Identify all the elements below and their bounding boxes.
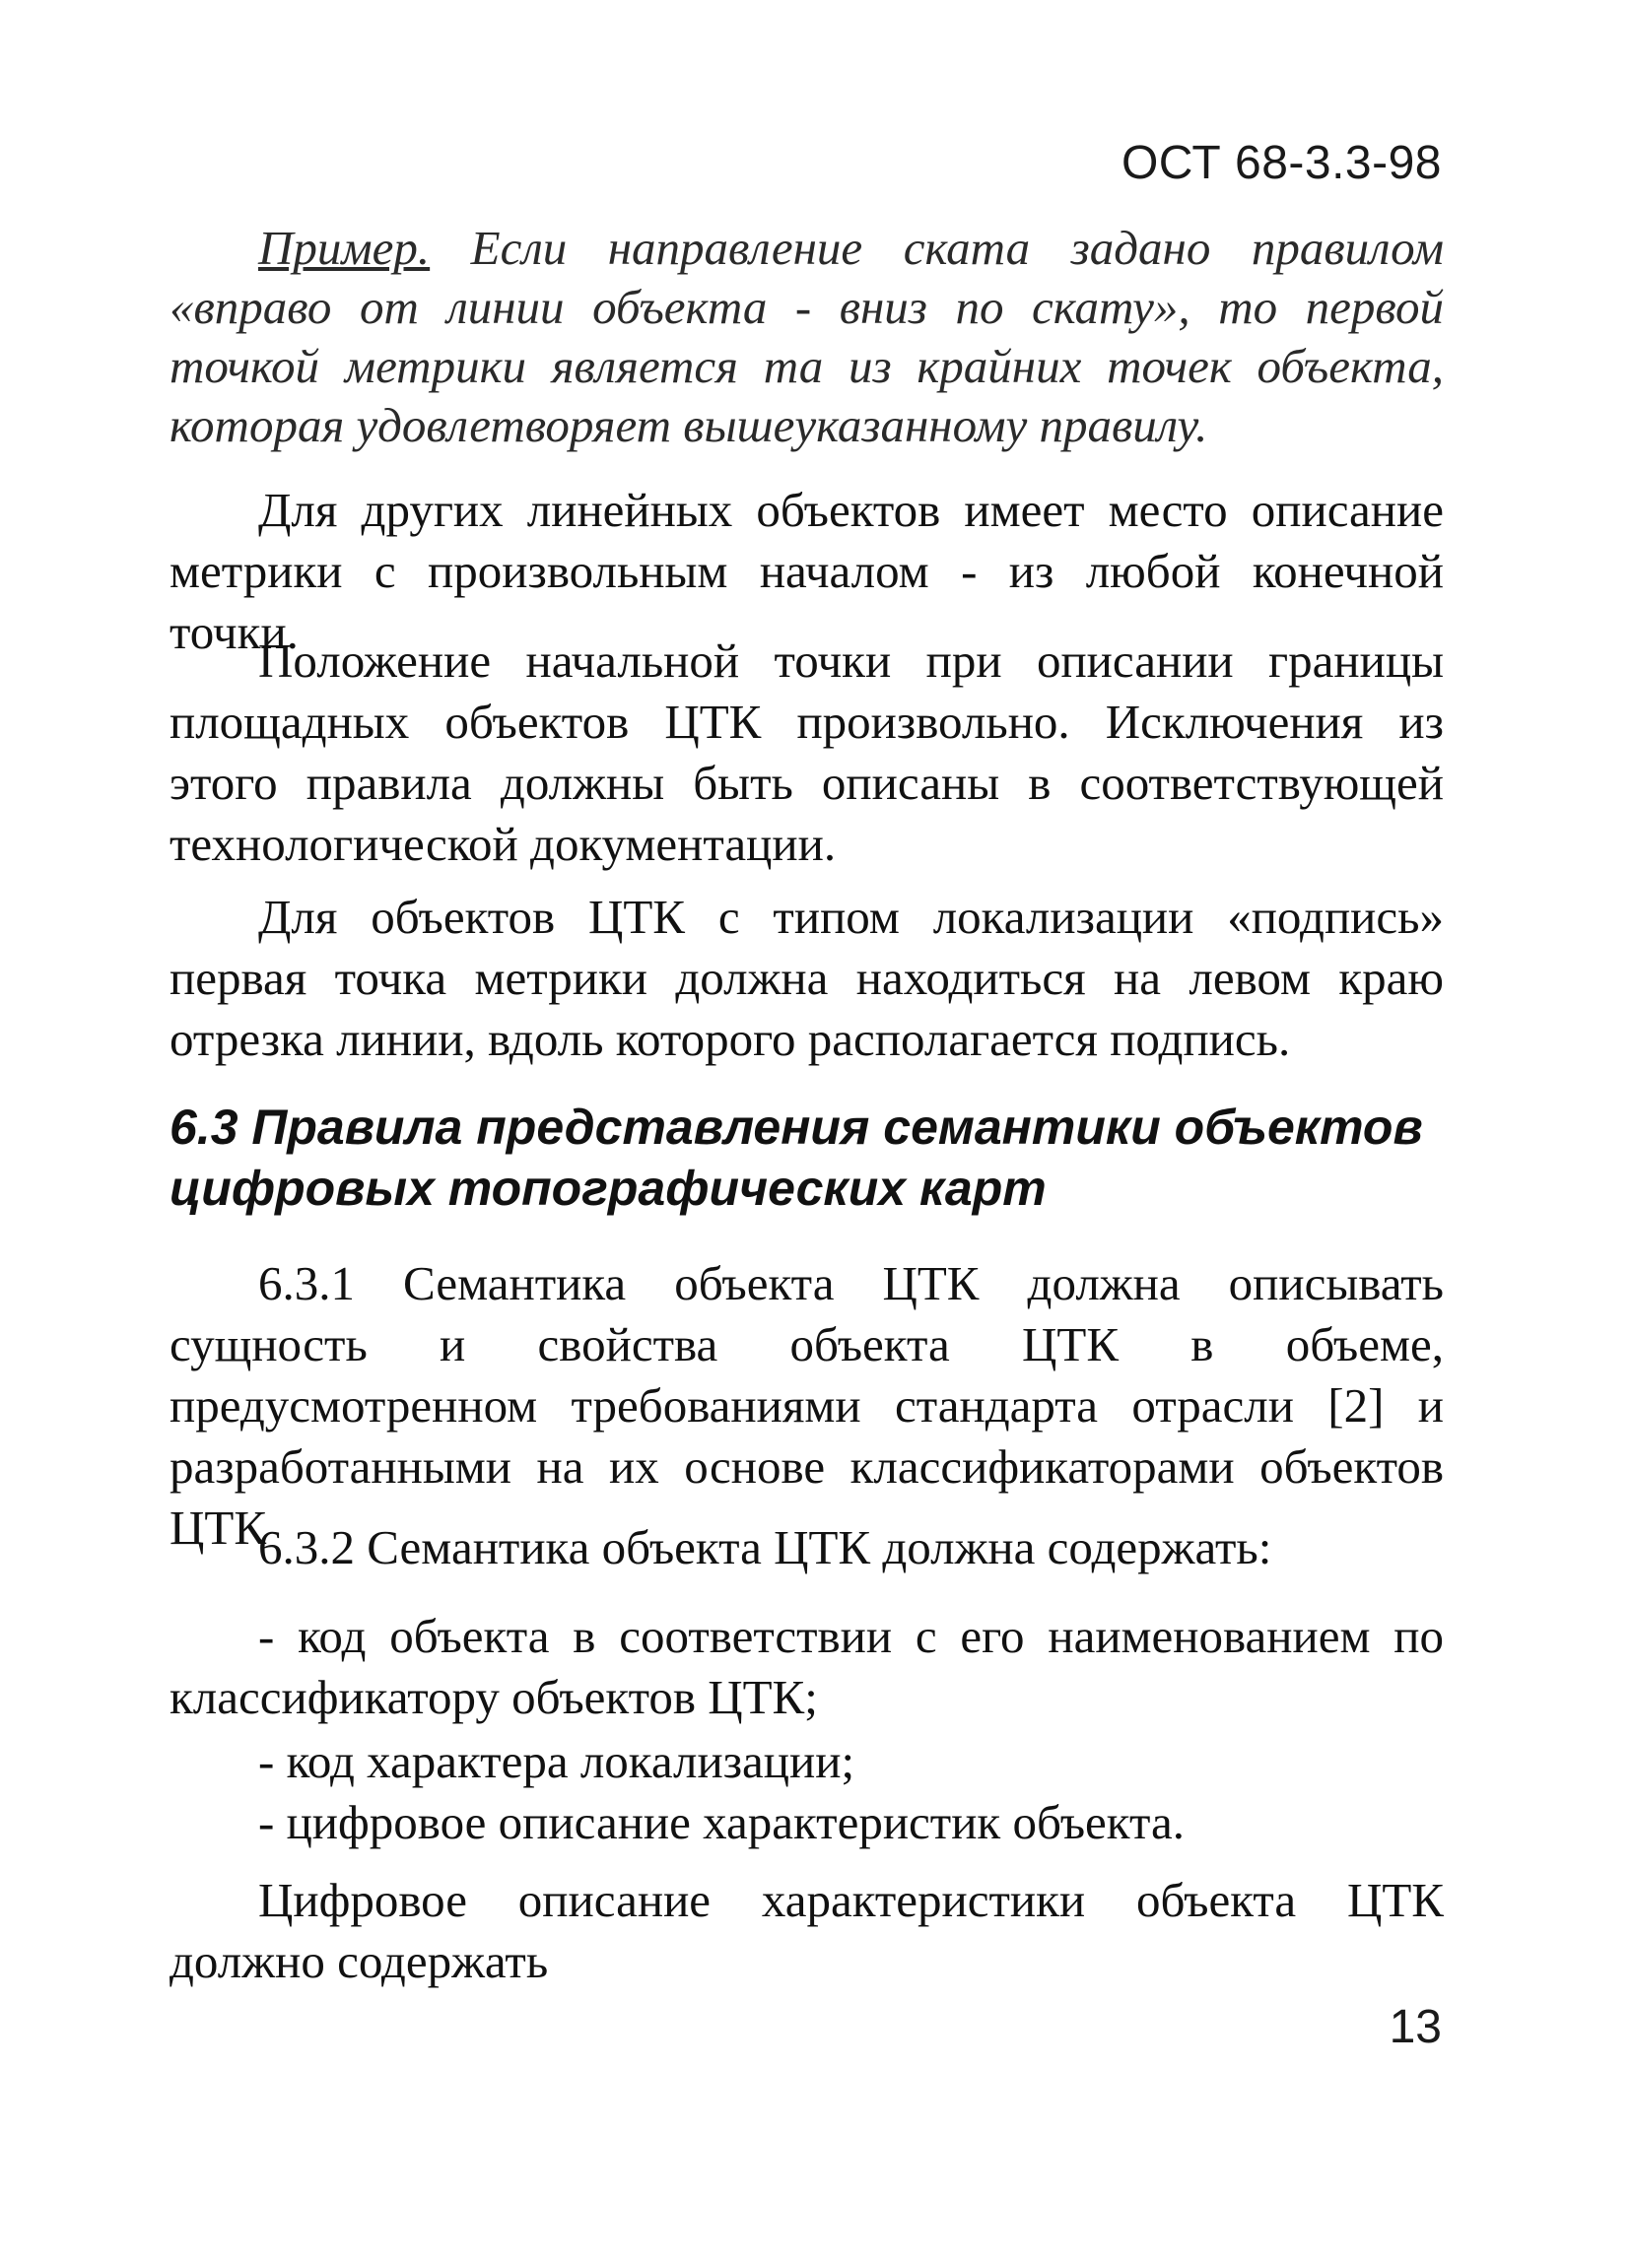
paragraph-digital-description: Цифровое описание характеристики объекта ЦТК должно содержать	[170, 1873, 1444, 1988]
paragraph-6-3-1: 6.3.1 Семантика объекта ЦТК должна описывать сущность и свойства объекта ЦТК в объеме, предусмотренном требованиями стандарта отрасли [2] и разработанными на их основе классификаторами объектов ЦТК	[170, 1256, 1444, 1555]
list-item: - код объекта в соответствии с его наименованием по классификатору объектов ЦТК;	[170, 1609, 1444, 1724]
example-paragraph	[170, 219, 1444, 455]
section-title: 6.3 Правила представления семантики объектов цифровых топографических карт	[170, 1100, 1423, 1216]
paragraph-6-3-2: 6.3.2 Семантика объекта ЦТК должна содержать:	[258, 1520, 1272, 1574]
page-number: 13	[1389, 2001, 1442, 2053]
paragraph-area-objects: Положение начальной точки при описании границы площадных объектов ЦТК произвольно. Исключения из этого правила должны быть описаны в соответствующей технологической документации.	[170, 634, 1444, 871]
paragraph-other-linear-objects: Для других линейных объектов имеет место описание метрики с произвольным началом - из любой конечной точки.	[170, 483, 1444, 659]
document-code: ОСТ 68-3.3-98	[1121, 137, 1442, 189]
list-item: - цифровое описание характеристик объекта.	[258, 1795, 1185, 1849]
example-text: Если направление ската задано правилом «вправо от линии объекта - вниз по скату», то первой точкой метрики является та из крайних точек объекта, которая удовлетворяет вышеуказанному правилу.	[170, 221, 1444, 452]
list-item: - код характера локализации;	[258, 1734, 855, 1788]
paragraph-label-objects: Для объектов ЦТК с типом локализации «подпись» первая точка метрики должна находиться на левом краю отрезка линии, вдоль которого располагается подпись.	[170, 890, 1444, 1066]
example-label: Пример.	[258, 221, 431, 275]
